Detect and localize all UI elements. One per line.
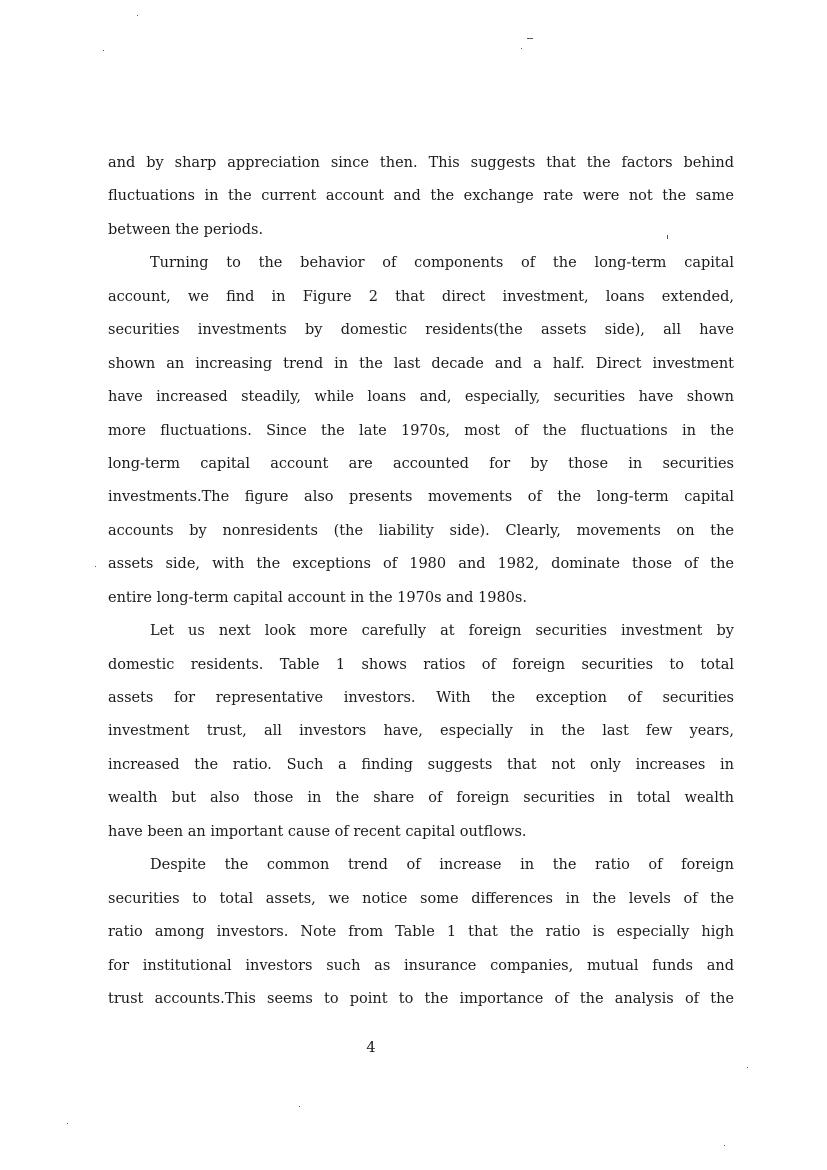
text-line: domestic residents. Table 1 shows ratios of foreign securities to total [108,656,734,673]
text-line: increased the ratio. Such a finding suggests that not only increases in [108,756,734,773]
text-line: wealth but also those in the share of foreign securities in total wealth [108,790,734,807]
scan-speck [299,1106,300,1107]
text-line: investments.The figure also presents movements of the long-term capital [108,489,734,506]
text-line: for institutional investors such as insurance companies, mutual funds and [108,957,734,974]
text-line: Turning to the behavior of components of the long-term capital [150,255,734,272]
text-line: fluctuations in the current account and the exchange rate were not the same [108,188,734,205]
scan-speck [95,566,96,567]
scan-speck [724,1145,725,1146]
text-line: trust accounts.This seems to point to the importance of the analysis of the [108,990,734,1007]
text-line: between the periods. [108,221,264,238]
text-line: ratio among investors. Note from Table 1 that the ratio is especially high [108,924,734,941]
text-line: securities investments by domestic residents(the assets side), all have [108,322,734,339]
text-line: Despite the common trend of increase in the ratio of foreign [150,857,734,874]
scan-speck [747,1067,748,1068]
text-line: have been an important cause of recent capital outflows. [108,823,527,840]
text-line: accounts by nonresidents (the liability side). Clearly, movements on the [108,522,734,539]
text-line: account, we find in Figure 2 that direct investment, loans extended, [108,288,734,305]
scan-speck [137,15,138,16]
scan-speck [521,48,522,49]
text-line: have increased steadily, while loans and, especially, securities have shown [108,389,734,406]
scan-speck [67,1123,68,1124]
text-line: investment trust, all investors have, especially in the last few years, [108,723,734,740]
text-line: and by sharp appreciation since then. This suggests that the factors behind [108,155,734,171]
text-line: long-term capital account are accounted for by those in securities [108,455,734,472]
text-line: more fluctuations. Since the late 1970s, most of the fluctuations in the [108,422,734,439]
scan-speck [527,38,533,39]
text-line: shown an increasing trend in the last decade and a half. Direct investment [108,355,734,372]
page-number: 4 [366,1040,376,1056]
text-line: entire long-term capital account in the 1970s and 1980s. [108,589,527,606]
text-line: assets side, with the exceptions of 1980 and 1982, dominate those of the [108,556,734,573]
text-line: assets for representative investors. With the exception of securities [108,690,734,706]
text-line: securities to total assets, we notice some differences in the levels of the [108,890,734,907]
body-text [108,150,734,1019]
text-line: Let us next look more carefully at foreign securities investment by [150,623,734,640]
scan-speck [103,50,104,51]
